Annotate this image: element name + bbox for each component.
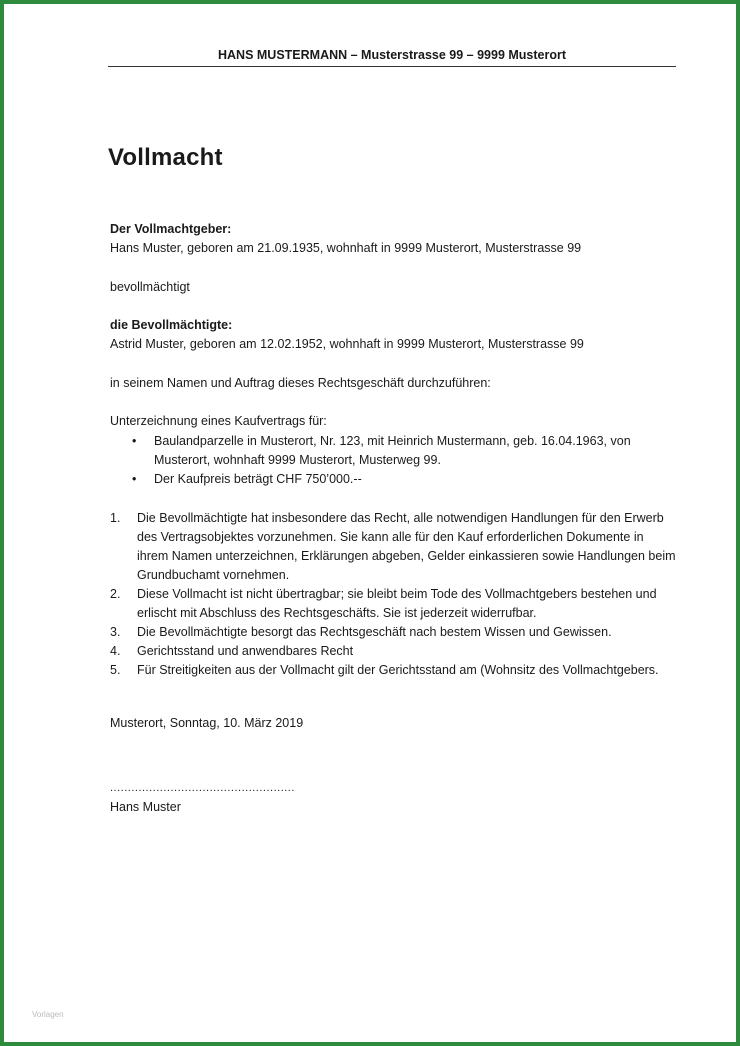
grantee-section xyxy=(110,316,584,354)
clause-item xyxy=(110,509,676,585)
clause-item xyxy=(110,642,676,661)
bullet-icon: • xyxy=(132,472,137,486)
signature-line: .................................................... xyxy=(110,782,295,794)
signature-name: Hans Muster xyxy=(110,800,181,814)
bullet-icon: • xyxy=(132,434,137,448)
letterhead: HANS MUSTERMANN – Musterstrasse 99 – 9999 Musterort xyxy=(108,48,676,67)
clause-item xyxy=(110,585,676,623)
list-item-text: Baulandparzelle in Musterort, Nr. 123, mit Heinrich Mustermann, geb. 16.04.1963, von Musterort, wohnhaft 9999 Musterort, Musterweg 99. xyxy=(154,434,631,467)
list-item xyxy=(110,470,670,489)
list-item-text: Der Kaufpreis beträgt CHF 750’000.-- xyxy=(154,472,362,486)
grantor-heading: Der Vollmachtgeber: xyxy=(110,222,232,236)
grantor-section xyxy=(110,220,581,258)
clause-text: Diese Vollmacht ist nicht übertragbar; sie bleibt beim Tode des Vollmachtgebers bestehen und erlischt mit Abschluss des Rechtsgeschäfts. Sie ist jederzeit widerrufbar. xyxy=(137,587,657,620)
clause-number: 2. xyxy=(110,587,121,601)
clause-text: Die Bevollmächtigte hat insbesondere das Recht, alle notwendigen Handlungen für den Erwerb des Vertragsobjektes vorzunehmen. Sie kann alle für den Kauf erforderlichen Dokumente in ihrem Namen unterzeichnen, Erklärungen abgeben, Gelder einkassieren sowie Handlungen beim Grundbuchamt vornehmen. xyxy=(137,511,676,582)
purpose-list xyxy=(110,432,670,489)
grantor-details: Hans Muster, geboren am 21.09.1935, wohnhaft in 9999 Musterort, Musterstrasse 99 xyxy=(110,241,582,255)
clause-number: 3. xyxy=(110,625,121,639)
watermark: Vorlagen xyxy=(32,1010,64,1019)
mandate-text: in seinem Namen und Auftrag dieses Rechtsgeschäft durchzuführen: xyxy=(110,376,491,390)
clauses-list xyxy=(110,509,676,680)
grantee-details: Astrid Muster, geboren am 12.02.1952, wohnhaft in 9999 Musterort, Musterstrasse 99 xyxy=(110,337,584,351)
list-item xyxy=(110,432,670,470)
authorizes-text: bevollmächtigt xyxy=(110,280,190,294)
clause-text: Die Bevollmächtigte besorgt das Rechtsgeschäft nach bestem Wissen und Gewissen. xyxy=(137,625,612,639)
clause-number: 5. xyxy=(110,663,121,677)
grantee-heading: die Bevollmächtigte: xyxy=(110,318,233,332)
place-date: Musterort, Sonntag, 10. März 2019 xyxy=(110,716,304,730)
purpose-intro: Unterzeichnung eines Kaufvertrags für: xyxy=(110,414,327,428)
clause-text: Gerichtsstand und anwendbares Recht xyxy=(137,644,354,658)
clause-item xyxy=(110,623,676,642)
clause-number: 1. xyxy=(110,511,121,525)
clause-item xyxy=(110,661,676,680)
clause-text: Für Streitigkeiten aus der Vollmacht gilt der Gerichtsstand am (Wohnsitz des Vollmachtgebers. xyxy=(137,663,659,677)
clause-number: 4. xyxy=(110,644,121,658)
document-title: Vollmacht xyxy=(108,144,223,171)
